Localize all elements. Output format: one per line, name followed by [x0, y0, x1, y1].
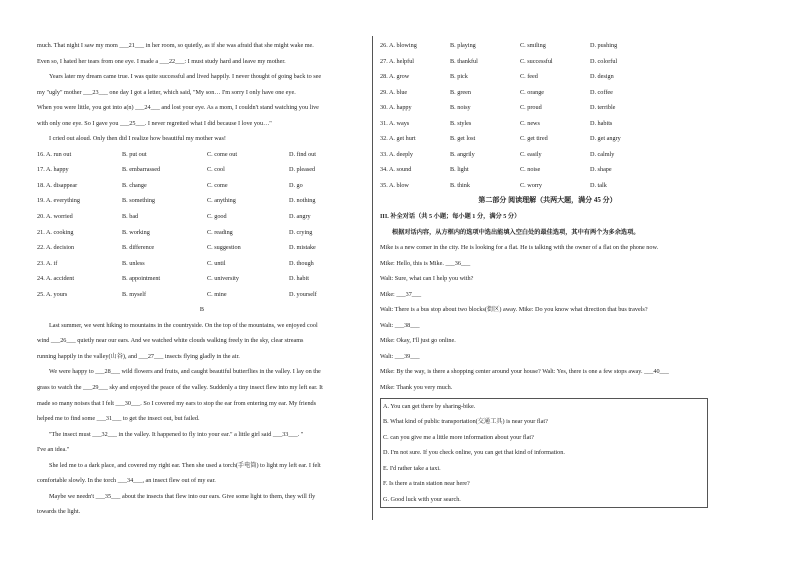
option-b: B. appointment — [122, 275, 161, 283]
option-b: B. myself — [122, 290, 147, 298]
option-row — [380, 178, 715, 194]
choice-item: D. I'm not sure. If you check online, you can get that kind of information. — [383, 449, 565, 457]
option-a: 27. A. helpful — [380, 57, 415, 65]
option-d: D. pleased — [289, 166, 316, 174]
passage-a-line-3: Years later my dream came true. I was quite successful and lived happily. I never thought of going back to see — [49, 73, 322, 81]
option-row — [380, 85, 715, 101]
option-row — [380, 116, 715, 132]
part-two-title: 第二部分 阅读理解（共两大题，满分 45 分） — [478, 196, 617, 205]
dialogue-line: Walt: ___39___ — [380, 352, 420, 360]
passage-b-line: I've an idea." — [37, 446, 70, 454]
passage-b-line: Maybe we needn't ___35___ about the insects that flew into our ears. Give some light to them, they will fly — [49, 492, 316, 500]
option-a: 20. A. worried — [37, 213, 73, 221]
option-c: C. easily — [520, 150, 542, 158]
option-a: 34. A. sound — [380, 166, 412, 174]
option-c: C. orange — [520, 88, 545, 96]
option-d: D. talk — [590, 181, 607, 189]
option-b: B. unless — [122, 259, 145, 267]
option-b: B. playing — [450, 42, 476, 49]
option-a: 23. A. if — [37, 259, 58, 267]
passage-a-line-4: my "ugly" mother ___23___ one day I got a letter, which said, "My son… I'm sorry I only have one eye. — [37, 88, 296, 96]
option-b: B. working — [122, 228, 150, 236]
passage-b-line: wind ___26___ quietly near our ears. And we watched white clouds walking freely in the sky, clear streams — [37, 337, 304, 345]
passage-a-line-1: much. That night I saw my mom ___21___ in her room, so quietly, as if she was afraid that she might wake me. — [37, 42, 314, 49]
passage-b-title: B — [199, 306, 205, 314]
dialogue-line: Mike: By the way, is there a shopping center around your house? Walt: Yes, there is one a few stops away. ___40___ — [380, 368, 669, 376]
passage-b-line: running happily in the valley(山谷), and ___27___ insects flying gladly in the air. — [37, 352, 240, 360]
option-b: B. pick — [450, 73, 468, 81]
option-d: D. colorful — [590, 57, 618, 65]
passage-b-line: comfortable slowly. In the torch ___34___, an insect flew out of my ear. — [37, 477, 216, 485]
option-a: 30. A. happy — [380, 104, 412, 112]
option-c: C. news — [520, 119, 540, 127]
option-b: B. thankful — [450, 57, 478, 65]
passage-b-line: She led me to a dark place, and covered my right ear. Then she used a torch(手电筒) to light my left ear. I felt — [49, 461, 321, 469]
options-16-25 — [37, 147, 367, 302]
option-a: 32. A. get hurt — [380, 135, 416, 143]
dialogue-line: Mike is a new comer in the city. He is looking for a flat. He is talking with the owner of a flat on the phone now. — [380, 244, 659, 252]
option-c: C. until — [207, 259, 226, 267]
option-a: 25. A. yours — [37, 290, 68, 298]
choice-item: C. can you give me a little more information about your flat? — [383, 433, 534, 441]
option-row — [380, 131, 715, 147]
option-c: C. worry — [520, 181, 542, 189]
option-row — [380, 162, 715, 178]
option-d: D. mistake — [289, 244, 316, 252]
option-c: C. cool — [207, 166, 225, 174]
option-a: 29. A. blue — [380, 88, 408, 96]
choice-item: B. What kind of public transportation(交通工具) is near your flat? — [383, 418, 548, 426]
option-c: C. noise — [520, 166, 541, 174]
passage-a-line-6: with only one eye. So I gave you ___25___. I never regretted what I did because I love you…" — [37, 119, 272, 127]
passage-a-line-7: I cried out aloud. Only then did I realize how beautiful my mother was! — [49, 135, 226, 143]
option-d: D. nothing — [289, 197, 316, 205]
option-row — [380, 100, 715, 116]
option-b: B. change — [122, 181, 147, 189]
option-row — [37, 256, 367, 272]
options-26-35 — [380, 38, 715, 193]
right-column — [380, 38, 715, 508]
dialogue-line: Walt: ___38___ — [380, 321, 420, 329]
dialogue-line: Mike: Okay, I'll just go online. — [380, 337, 456, 345]
option-b: B. noisy — [450, 104, 471, 112]
option-c: C. reading — [207, 228, 233, 236]
option-b: B. styles — [450, 119, 472, 127]
option-d: D. habit — [289, 275, 309, 283]
option-row — [380, 147, 715, 163]
option-d: D. though — [289, 259, 314, 267]
option-d: D. design — [590, 73, 614, 81]
choice-item: E. I'd rather take a taxi. — [383, 464, 441, 472]
option-a: 28. A. grow — [380, 73, 410, 81]
option-row — [37, 162, 367, 178]
option-a: 21. A. cooking — [37, 228, 74, 236]
option-row — [380, 38, 715, 54]
passage-b-line: grass to watch the ___29___ sky and enjoyed the peace of the valley. Suddenly a tiny insect flew into my left ear. It — [37, 384, 323, 392]
passage-b-line: made so many noises that I felt ___30___. So I covered my ears to stop the ear from entering my ear. My friends — [37, 399, 317, 407]
option-c: C. come — [207, 181, 228, 189]
option-c: C. anything — [207, 197, 236, 205]
passage-b-line: "The insect must ___32___ in the valley. It happened to fly into your ear." a little girl said ___33___. " — [49, 430, 304, 438]
option-b: B. get lost — [450, 135, 476, 143]
choice-item: G. Good luck with your search. — [383, 495, 461, 503]
option-d: D. calmly — [590, 150, 615, 158]
option-row — [380, 69, 715, 85]
option-a: 35. A. blow — [380, 181, 409, 189]
option-d: D. go — [289, 181, 303, 189]
option-d: D. get angry — [590, 135, 621, 143]
option-row — [37, 287, 367, 303]
option-c: C. mine — [207, 290, 227, 298]
option-c: C. successful — [520, 57, 553, 65]
option-c: C. university — [207, 275, 239, 283]
option-row — [37, 178, 367, 194]
option-c: C. feed — [520, 73, 538, 81]
option-d: D. coffee — [590, 88, 613, 96]
option-d: D. pushing — [590, 42, 618, 49]
option-a: 24. A. accident — [37, 275, 75, 283]
option-c: C. proud — [520, 104, 542, 112]
option-row — [37, 271, 367, 287]
option-a: 22. A. decision — [37, 244, 75, 252]
option-c: C. suggestion — [207, 244, 241, 252]
option-d: D. terrible — [590, 104, 616, 112]
option-b: B. angrily — [450, 150, 475, 158]
section-three-title: III. 补全对话（共 5 小题；每小题 1 分，满分 5 分） — [380, 213, 521, 221]
passage-b-line: helped me to find some ___31___ to get the insect out, but failed. — [37, 415, 200, 423]
passage-a-line-5: When you were little, you got into a(n) ___24___ and lost your eye. As a mom, I couldn't stand watching you live — [37, 104, 319, 112]
option-b: B. bad — [122, 213, 139, 221]
option-a: 17. A. happy — [37, 166, 69, 174]
option-d: D. shape — [590, 166, 612, 174]
option-row — [380, 54, 715, 70]
option-a: 31. A. ways — [380, 119, 410, 127]
passage-b-line: Last summer, we went hiking to mountains in the countryside. On the top of the mountains, we enjoyed cool — [49, 321, 318, 329]
choice-item: F. Is there a train station near here? — [383, 480, 470, 488]
column-divider — [372, 36, 373, 520]
dialogue-instruction: 根据对话内容，从方框内的选项中选出能填入空白处的最佳选项，其中有两个为多余选项。 — [392, 228, 640, 236]
option-d: D. find out — [289, 150, 316, 158]
option-a: 26. A. blowing — [380, 42, 417, 49]
left-column — [37, 38, 367, 520]
option-b: B. something — [122, 197, 156, 205]
option-c: C. come out — [207, 150, 238, 158]
option-c: C. smiling — [520, 42, 546, 49]
option-b: B. embarrassed — [122, 166, 161, 174]
passage-a-line-2: Even so, I hated her tears from one eye. I made a ___22___: I must study hard and leave my mother. — [37, 57, 286, 65]
option-a: 19. A. everything — [37, 197, 80, 205]
option-row — [37, 209, 367, 225]
dialogue-line: Mike: ___37___ — [380, 290, 422, 298]
passage-b-line: towards the light. — [37, 508, 81, 516]
option-row — [37, 225, 367, 241]
option-row — [37, 147, 367, 163]
dialogue-line: Walt: There is a bus stop about two blocks(街区) away. Mike: Do you know what direction that bus travels? — [380, 306, 648, 314]
option-d: D. habits — [590, 119, 613, 127]
passage-b-line: We were happy to ___28___ wild flowers and fruits, and caught beautiful butterflies in the valley. I lay on the — [49, 368, 321, 376]
option-c: C. get tired — [520, 135, 548, 143]
option-b: B. think — [450, 181, 470, 189]
option-a: 18. A. disappear — [37, 181, 78, 189]
option-c: C. good — [207, 213, 227, 221]
dialogue-line: Walt: Sure, what can I help you with? — [380, 275, 474, 283]
dialogue-line: Mike: Hello, this is Mike. ___36___ — [380, 259, 471, 267]
option-d: D. angry — [289, 213, 311, 221]
option-b: B. difference — [122, 244, 155, 252]
option-row — [37, 193, 367, 209]
option-b: B. put out — [122, 150, 147, 158]
option-a: 33. A. deeply — [380, 150, 413, 158]
choice-item: A. You can get there by sharing-bike. — [383, 402, 476, 410]
option-d: D. yourself — [289, 290, 317, 298]
choices-box — [380, 398, 708, 509]
option-a: 16. A. run out — [37, 150, 72, 158]
option-b: B. green — [450, 88, 471, 96]
option-d: D. crying — [289, 228, 313, 236]
option-b: B. light — [450, 166, 469, 174]
dialogue-line: Mike: Thank you very much. — [380, 384, 453, 392]
option-row — [37, 240, 367, 256]
